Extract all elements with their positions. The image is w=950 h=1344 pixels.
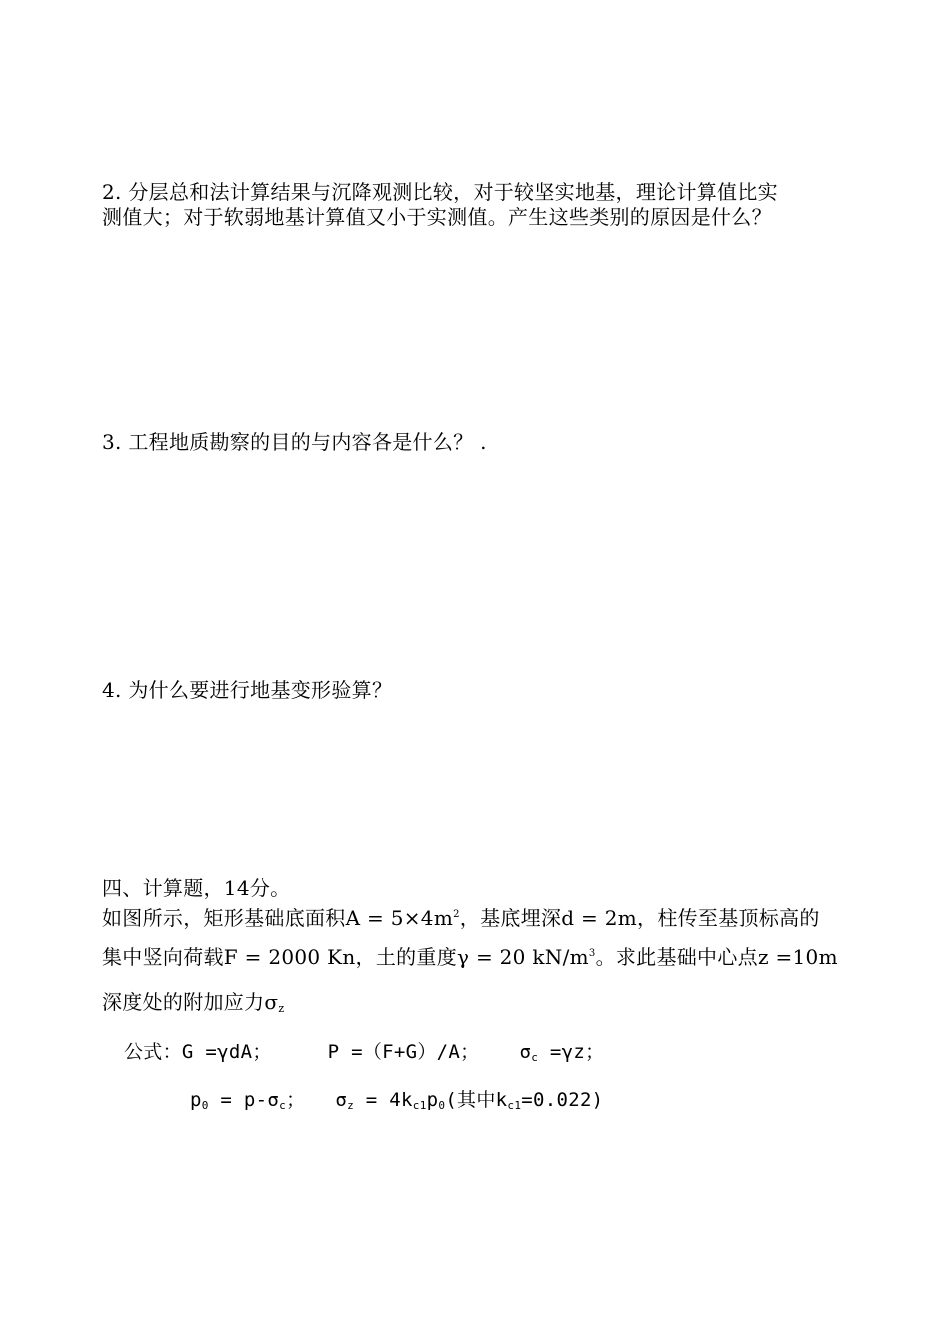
question-4: 4. 为什么要进行地基变形验算？ [102,678,393,702]
problem-text: 如图所示，矩形基础底面积A = 5×4m [102,906,454,930]
formula-text: ； [286,1089,306,1111]
subscript: 0 [438,1099,446,1112]
formula-line-1 [124,1040,604,1070]
subscript: z [347,1099,355,1112]
subscript: c [279,1099,287,1112]
subscript: 0 [201,1099,209,1112]
problem-text: 。求此基础中心点z =10m [595,945,838,969]
formula-p0 [190,1089,305,1111]
formula-text: =γz； [538,1041,605,1063]
formula-g: G =γdA； [181,1041,272,1063]
superscript: 2 [453,909,460,920]
formula-line-2 [190,1088,603,1118]
question-2-line-2: 测值大；对于软弱地基计算值又小于实测值。产生这些类别的原因是什么？ [102,205,772,229]
formula-text: p [190,1089,202,1111]
question-2-line-1: 2. 分层总和法计算结果与沉降观测比较，对于较坚实地基，理论计算值比实 [102,180,778,204]
subscript: c1 [412,1099,427,1112]
formula-text: σ [519,1041,532,1063]
problem-line-3 [102,990,284,1021]
subscript: c1 [507,1099,522,1112]
formula-label: 公式： [124,1041,182,1063]
problem-text: 深度处的附加应力σ [102,990,279,1014]
formula-sigma-c [519,1041,604,1063]
subscript: z [278,1002,285,1015]
problem-line-1 [102,903,820,930]
section-heading: 四、计算题，14分。 [102,876,291,900]
formula-sigma-z [335,1089,603,1111]
formula-text: = p-σ [208,1089,280,1111]
question-3: 3. 工程地质勘察的目的与内容各是什么？ . [102,430,487,454]
formula-text: σ [335,1089,348,1111]
formula-text: =0.022) [521,1089,604,1111]
problem-text: ，基底埋深d = 2m，柱传至基顶标高的 [459,906,820,930]
superscript: 3 [588,948,596,959]
formula-text: p [426,1089,439,1111]
subscript: c [531,1051,539,1064]
formula-text: (其中k [445,1089,508,1111]
problem-text: 集中竖向荷载F = 2000 Kn，土的重度γ = 20 kN/m [102,945,589,969]
formula-p: P =（F+G）/A； [327,1041,480,1063]
formula-text: = 4k [354,1089,413,1111]
problem-line-2 [102,942,838,969]
